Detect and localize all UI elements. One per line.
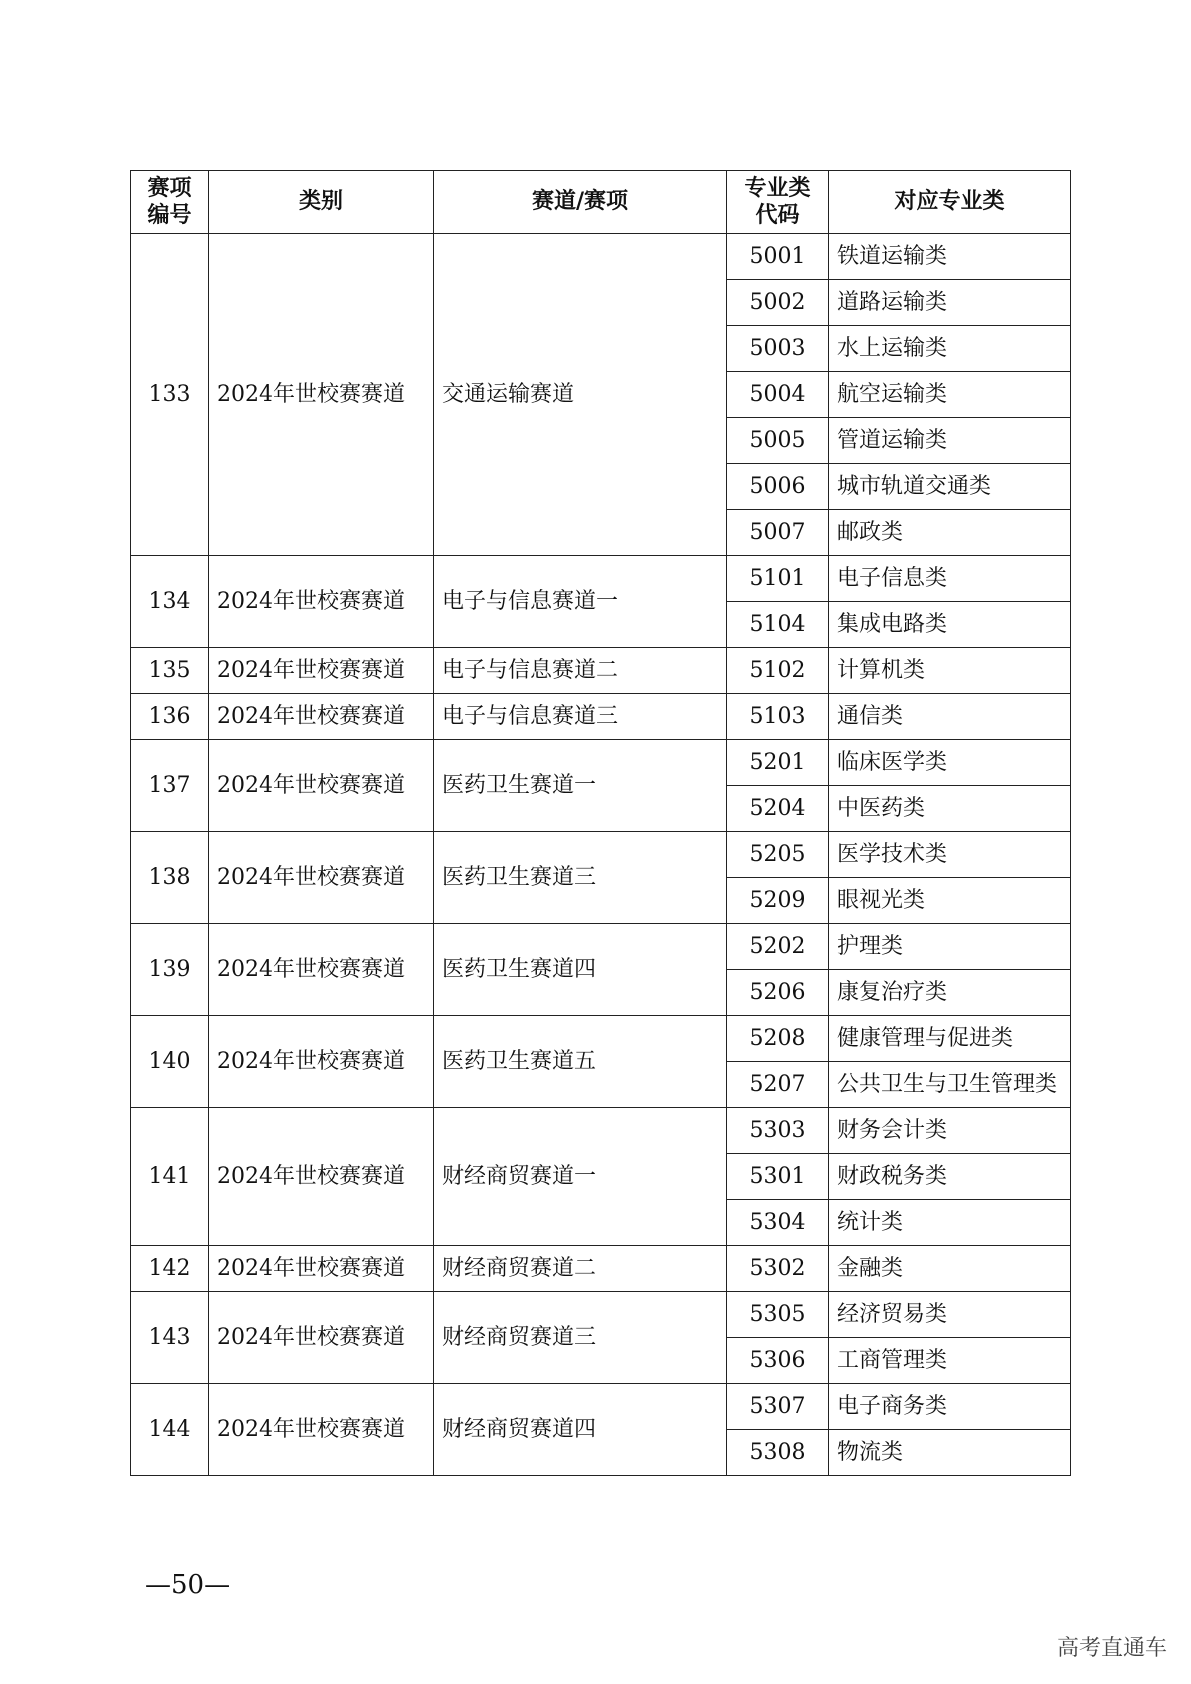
cell-major: 经济贸易类 (829, 1292, 1071, 1338)
header-number (131, 171, 209, 234)
cell-code: 5001 (727, 234, 829, 280)
cell-major: 金融类 (829, 1246, 1071, 1292)
cell-code: 5303 (727, 1108, 829, 1154)
cell-track: 医药卫生赛道五 (434, 1016, 727, 1108)
cell-code: 5201 (727, 740, 829, 786)
cell-code: 5304 (727, 1200, 829, 1246)
cell-code: 5209 (727, 878, 829, 924)
cell-category: 2024年世校赛赛道 (209, 648, 434, 694)
cell-code: 5301 (727, 1154, 829, 1200)
cell-code: 5306 (727, 1338, 829, 1384)
cell-category: 2024年世校赛赛道 (209, 832, 434, 924)
cell-number: 137 (131, 740, 209, 832)
cell-major: 医学技术类 (829, 832, 1071, 878)
cell-major: 中医药类 (829, 786, 1071, 832)
cell-code: 5101 (727, 556, 829, 602)
cell-track: 电子与信息赛道三 (434, 694, 727, 740)
cell-major: 管道运输类 (829, 418, 1071, 464)
table-row (131, 740, 1071, 786)
cell-track: 电子与信息赛道一 (434, 556, 727, 648)
cell-major: 康复治疗类 (829, 970, 1071, 1016)
header-number-line2: 编号 (147, 202, 192, 228)
header-code (727, 171, 829, 234)
header-category: 类别 (209, 171, 434, 234)
cell-major: 铁道运输类 (829, 234, 1071, 280)
cell-track: 医药卫生赛道三 (434, 832, 727, 924)
cell-major: 临床医学类 (829, 740, 1071, 786)
table-row (131, 924, 1071, 970)
cell-major: 邮政类 (829, 510, 1071, 556)
cell-major: 道路运输类 (829, 280, 1071, 326)
cell-code: 5104 (727, 602, 829, 648)
table-row (131, 1246, 1071, 1292)
cell-category: 2024年世校赛赛道 (209, 1246, 434, 1292)
cell-code: 5006 (727, 464, 829, 510)
cell-major: 统计类 (829, 1200, 1071, 1246)
cell-major: 护理类 (829, 924, 1071, 970)
cell-code: 5208 (727, 1016, 829, 1062)
cell-major: 眼视光类 (829, 878, 1071, 924)
table-row (131, 1108, 1071, 1154)
header-code-line1: 专业类 (744, 174, 811, 201)
cell-track: 医药卫生赛道一 (434, 740, 727, 832)
cell-code: 5204 (727, 786, 829, 832)
cell-code: 5103 (727, 694, 829, 740)
cell-number: 133 (131, 234, 209, 556)
cell-major: 城市轨道交通类 (829, 464, 1071, 510)
table-row (131, 832, 1071, 878)
table-row (131, 234, 1071, 280)
cell-number: 144 (131, 1384, 209, 1476)
cell-number: 140 (131, 1016, 209, 1108)
cell-major: 电子信息类 (829, 556, 1071, 602)
header-major: 对应专业类 (829, 171, 1071, 234)
table-row (131, 1016, 1071, 1062)
table-row (131, 694, 1071, 740)
cell-code: 5302 (727, 1246, 829, 1292)
cell-major: 财政税务类 (829, 1154, 1071, 1200)
header-code-line2: 代码 (755, 202, 800, 228)
table-header-row (131, 171, 1071, 234)
cell-number: 139 (131, 924, 209, 1016)
cell-code: 5205 (727, 832, 829, 878)
cell-code: 5007 (727, 510, 829, 556)
cell-number: 135 (131, 648, 209, 694)
cell-track: 财经商贸赛道一 (434, 1108, 727, 1246)
page-number: —50— (145, 1570, 231, 1600)
table-row (131, 556, 1071, 602)
cell-code: 5307 (727, 1384, 829, 1430)
cell-track: 财经商贸赛道二 (434, 1246, 727, 1292)
competition-table (130, 170, 1071, 1476)
cell-number: 136 (131, 694, 209, 740)
cell-code: 5005 (727, 418, 829, 464)
cell-category: 2024年世校赛赛道 (209, 1108, 434, 1246)
cell-category: 2024年世校赛赛道 (209, 694, 434, 740)
cell-number: 143 (131, 1292, 209, 1384)
header-track: 赛道/赛项 (434, 171, 727, 234)
cell-category: 2024年世校赛赛道 (209, 556, 434, 648)
cell-number: 142 (131, 1246, 209, 1292)
table-row (131, 648, 1071, 694)
table-row (131, 1384, 1071, 1430)
watermark: 高考直通车 (1056, 1636, 1167, 1661)
cell-category: 2024年世校赛赛道 (209, 740, 434, 832)
cell-category: 2024年世校赛赛道 (209, 1016, 434, 1108)
cell-number: 134 (131, 556, 209, 648)
cell-track: 交通运输赛道 (434, 234, 727, 556)
cell-code: 5206 (727, 970, 829, 1016)
cell-code: 5308 (727, 1430, 829, 1476)
cell-category: 2024年世校赛赛道 (209, 1384, 434, 1476)
table-row (131, 1292, 1071, 1338)
cell-major: 物流类 (829, 1430, 1071, 1476)
cell-major: 集成电路类 (829, 602, 1071, 648)
cell-major: 水上运输类 (829, 326, 1071, 372)
cell-number: 138 (131, 832, 209, 924)
cell-category: 2024年世校赛赛道 (209, 234, 434, 556)
cell-number: 141 (131, 1108, 209, 1246)
cell-code: 5004 (727, 372, 829, 418)
cell-category: 2024年世校赛赛道 (209, 924, 434, 1016)
cell-major: 健康管理与促进类 (829, 1016, 1071, 1062)
cell-major: 工商管理类 (829, 1338, 1071, 1384)
cell-track: 电子与信息赛道二 (434, 648, 727, 694)
cell-code: 5305 (727, 1292, 829, 1338)
cell-code: 5102 (727, 648, 829, 694)
cell-track: 财经商贸赛道四 (434, 1384, 727, 1476)
cell-code: 5202 (727, 924, 829, 970)
cell-track: 医药卫生赛道四 (434, 924, 727, 1016)
cell-category: 2024年世校赛赛道 (209, 1292, 434, 1384)
cell-code: 5002 (727, 280, 829, 326)
cell-major: 财务会计类 (829, 1108, 1071, 1154)
cell-major: 计算机类 (829, 648, 1071, 694)
cell-code: 5207 (727, 1062, 829, 1108)
cell-major: 通信类 (829, 694, 1071, 740)
header-number-line1: 赛项 (147, 174, 192, 201)
cell-major: 公共卫生与卫生管理类 (829, 1062, 1071, 1108)
cell-track: 财经商贸赛道三 (434, 1292, 727, 1384)
cell-major: 航空运输类 (829, 372, 1071, 418)
cell-major: 电子商务类 (829, 1384, 1071, 1430)
cell-code: 5003 (727, 326, 829, 372)
table-body (131, 234, 1071, 1476)
